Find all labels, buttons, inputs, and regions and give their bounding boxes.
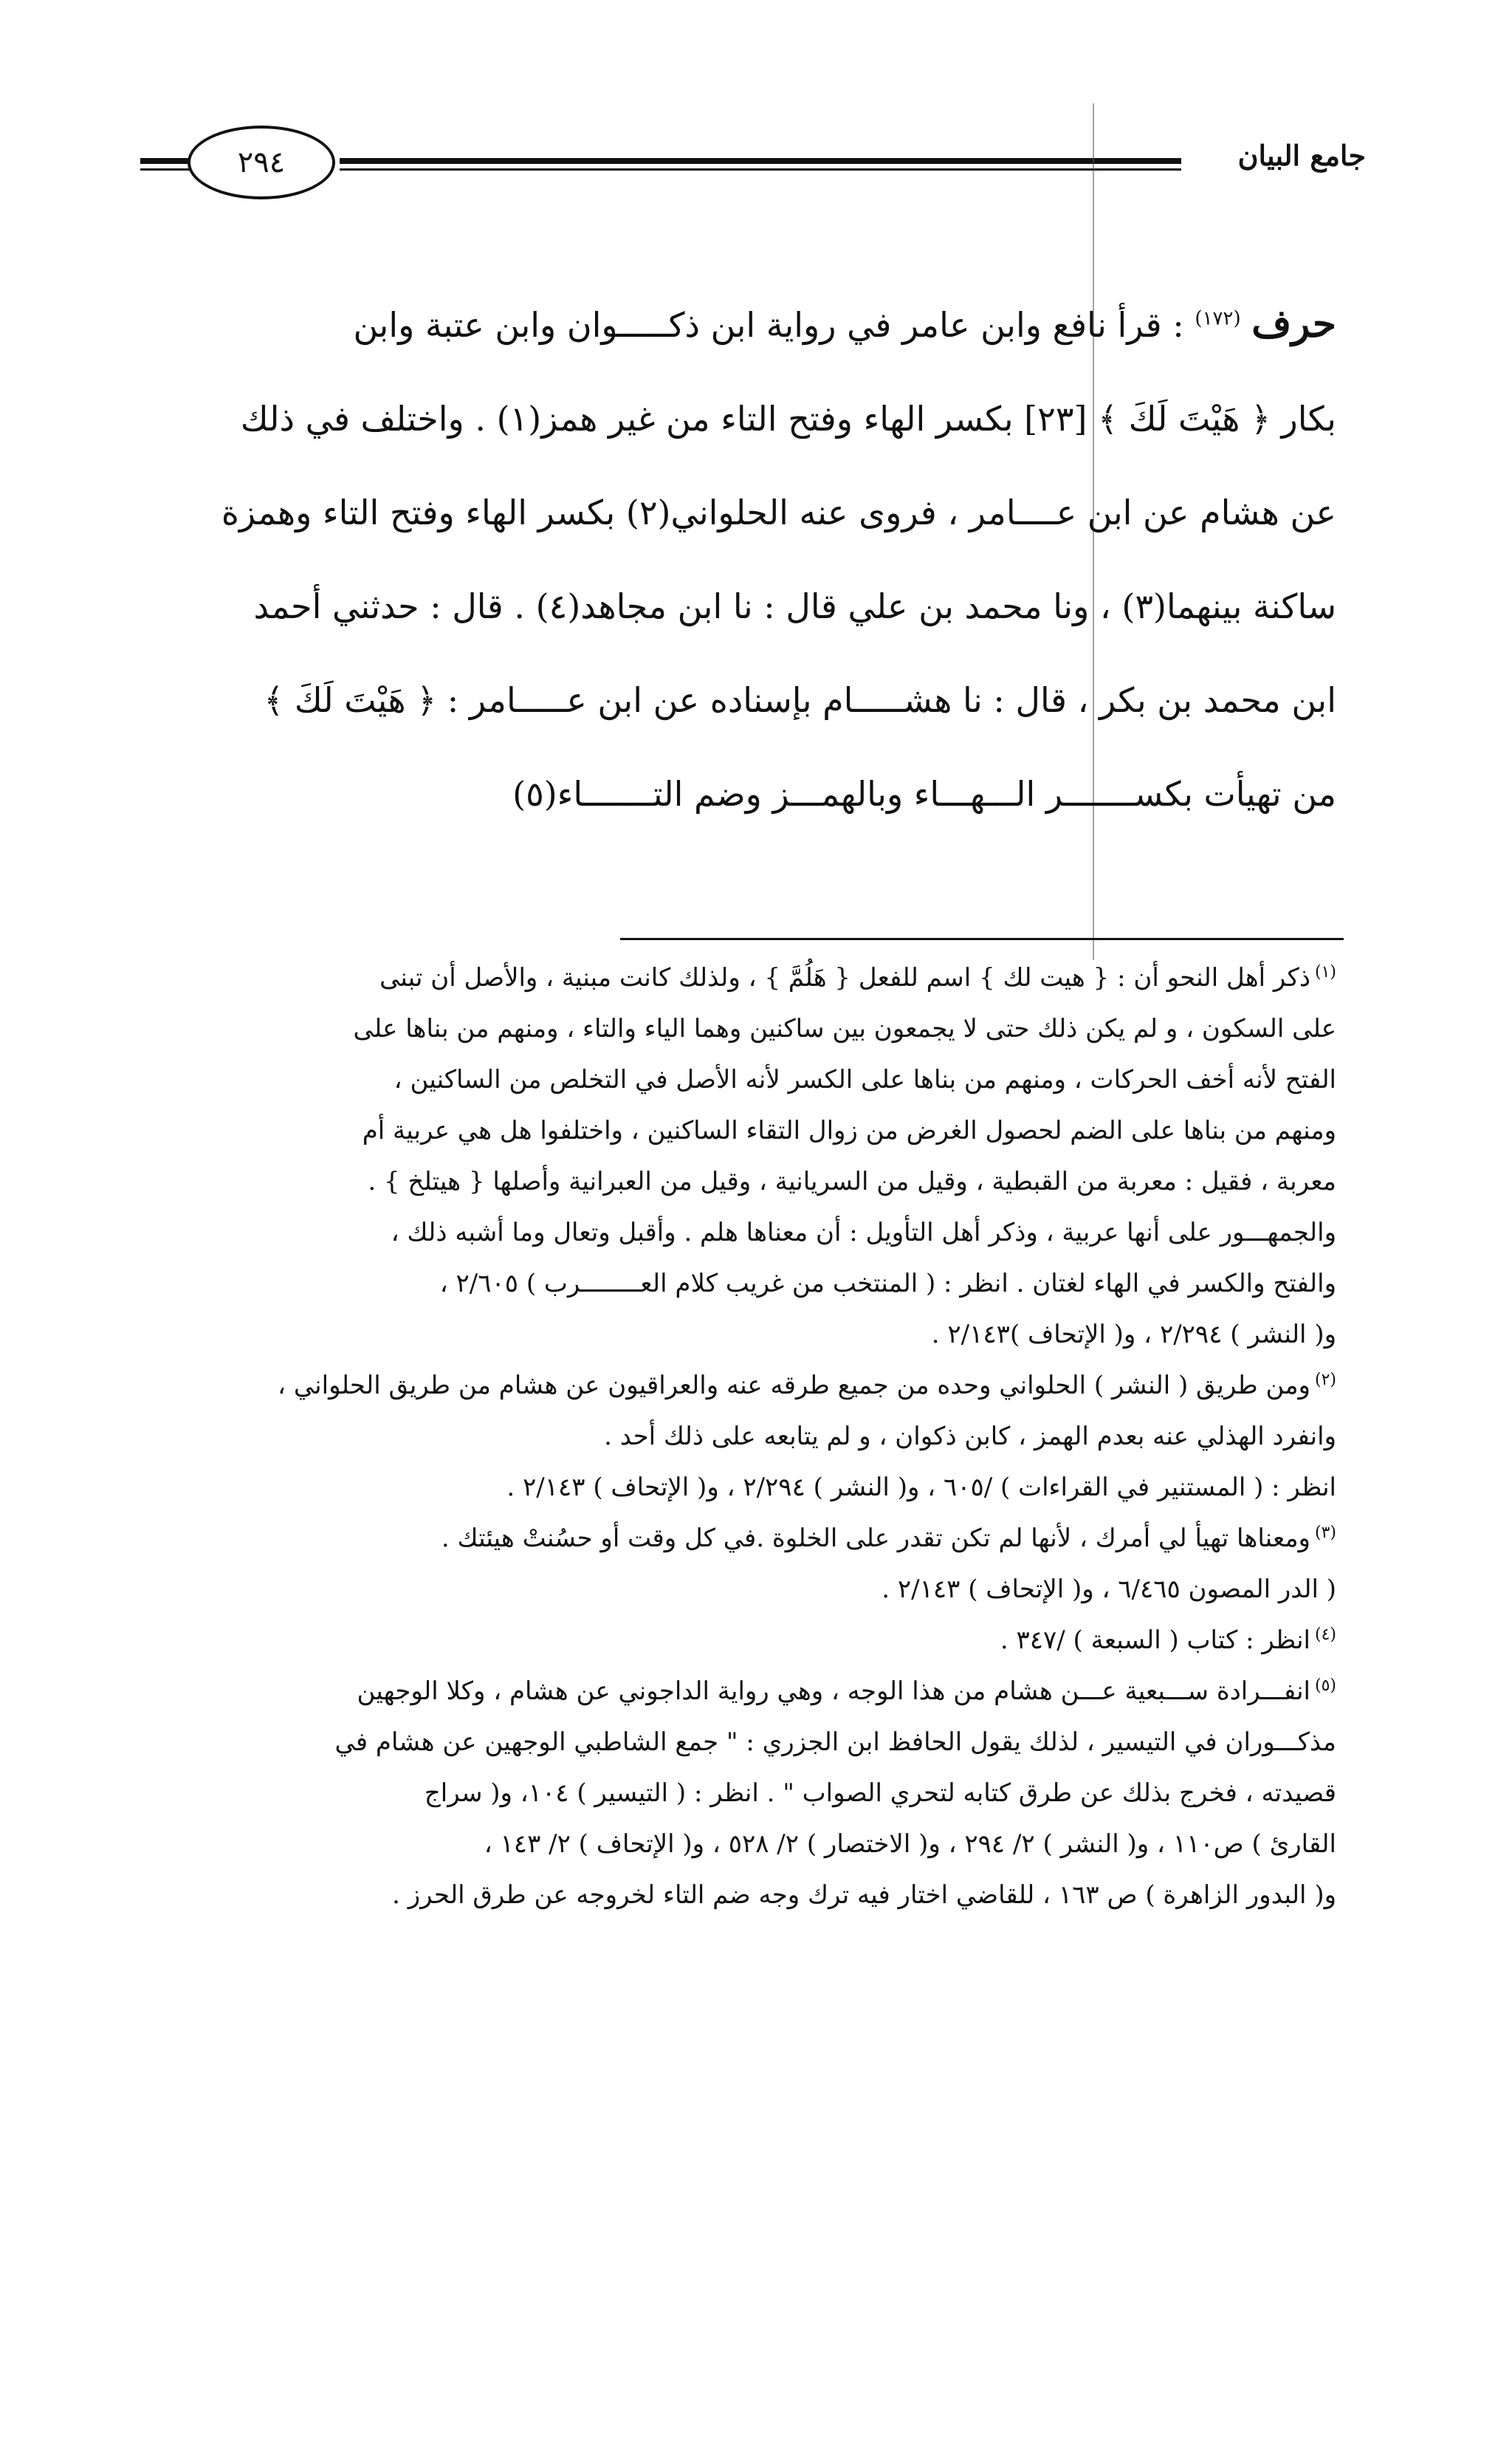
footnote-line	[166, 1615, 1336, 1666]
footnote-separator	[620, 938, 1344, 940]
main-line: من تهيأت بكســـــــر الـــهـــاء وبالهمـــز وضم التـــــــاء(٥)	[512, 774, 1336, 814]
header-rule	[140, 158, 192, 164]
footnote-line-text: انفـــرادة ســـبعية عـــن هشام من هذا الوجه ، وهي رواية الداجوني عن هشام ، وكلا الوجهين	[357, 1676, 1310, 1706]
footnote-mark: (١)	[1314, 962, 1336, 981]
book-title: جامع البيان	[1231, 139, 1366, 172]
footnote-line: والفتح والكسر في الهاء لغتان . انظر : ( المنتخب من غريب كلام العــــــــرب ) ٢/٦٠٥ ،	[439, 1269, 1336, 1298]
footnote-line: الفتح لأنه أخف الحركات ، ومنهم من بناها على الكسر لأنه الأصل في التخلص من الساكنين ،	[394, 1065, 1336, 1094]
page-header	[140, 126, 1366, 207]
footnote-line: ومنهم من بناها على الضم لحصول الغرض من زوال التقاء الساكنين ، واختلفوا هل هي عربية أم	[362, 1116, 1336, 1145]
footnotes	[166, 953, 1336, 1921]
footnote-line: وانفرد الهذلي عنه بعدم الهمز ، كابن ذكوان ، و لم يتابعه على ذلك أحد .	[604, 1422, 1336, 1451]
footnote-mark: (٤)	[1314, 1625, 1336, 1644]
huruf-label: حرف	[1251, 301, 1336, 346]
footnote-line	[166, 953, 1336, 1004]
main-line: عن هشام عن ابن عــــامر ، فروى عنه الحلواني(٢) بكسر الهاء وفتح التاء وهمزة	[221, 493, 1336, 532]
footnote-line: قصيدته ، فخرج بذلك عن طرق كتابه لتحري الصواب " . انظر : ( التيسير ) ١٠٤، و( سراج	[424, 1778, 1336, 1808]
footnote-line-text: انظر : كتاب ( السبعة ) /٣٤٧ .	[1000, 1625, 1310, 1655]
footnote-line	[166, 1666, 1336, 1717]
footnote-line	[166, 1513, 1336, 1564]
footnote-5	[166, 1666, 1336, 1921]
footnote-4	[166, 1615, 1336, 1666]
footnote-line: ( الدر المصون ٦/٤٦٥ ، و( الإتحاف ) ٢/١٤٣ .	[882, 1575, 1336, 1604]
main-line: ابن محمد بن بكر ، قال : نا هشـــــام بإسناده عن ابن عـــــامر : ﴿ هَيْتَ لَكَ ﴾	[264, 680, 1336, 720]
main-line-text: : قرأ نافع وابن عامر في رواية ابن ذكـــــوان وابن عتبة وابن	[353, 305, 1184, 345]
huruf-number: (١٧٢)	[1195, 307, 1241, 330]
page-number: ٢٩٤	[237, 145, 286, 179]
main-text	[166, 277, 1336, 841]
footnote-line: و( النشر ) ٢/٢٩٤ ، و( الإتحاف )٢/١٤٣ .	[931, 1320, 1336, 1349]
page-number-badge	[188, 126, 335, 199]
footnote-line-text: ومعناها تهيأ لي أمرك ، لأنها لم تكن تقدر على الخلوة .في كل وقت أو حسُنتْ هيئتك .	[441, 1524, 1310, 1553]
footnote-line-text: ذكر أهل النحو أن : { هيت لك } اسم للفعل { هَلُمَّ } ، ولذلك كانت مبنية ، والأصل أن تبنى	[379, 963, 1310, 993]
footnote-3	[166, 1513, 1336, 1615]
main-line	[166, 277, 1336, 372]
footnote-line-text: ومن طريق ( النشر ) الحلواني وحده من جميع طرقه عنه والعراقيون عن هشام من طريق الحلواني ،	[278, 1371, 1310, 1400]
footnote-mark: (٣)	[1314, 1523, 1336, 1542]
footnote-1	[166, 953, 1336, 1360]
footnote-line: مذكـــوران في التيسير ، لذلك يقول الحافظ ابن الجزري : " جمع الشاطبي الوجهين عن هشام في	[334, 1727, 1336, 1757]
footnote-line: القارئ ) ص١١٠ ، و( النشر ) ٢/ ٢٩٤ ، و( الاختصار ) ٢/ ٥٢٨ ، و( الإتحاف ) ٢/ ١٤٣ ،	[484, 1829, 1336, 1859]
header-rule-thin	[140, 168, 192, 171]
footnote-line: و( البدور الزاهرة ) ص ١٦٣ ، للقاضي اختار فيه ترك وجه ضم التاء لخروجه عن طرق الحرز .	[392, 1880, 1336, 1910]
footnote-2	[166, 1360, 1336, 1513]
main-line: بكار ﴿ هَيْتَ لَكَ ﴾ [٢٣] بكسر الهاء وفتح التاء من غير همز(١) . واختلف في ذلك	[240, 399, 1336, 439]
footnote-line: على السكون ، و لم يكن ذلك حتى لا يجمعون بين ساكنين وهما الياء والتاء ، ومنهم من بناها على	[353, 1014, 1336, 1044]
footnote-line	[166, 1360, 1336, 1411]
footnote-mark: (٥)	[1314, 1676, 1336, 1695]
footnote-line: والجمهـــور على أنها عربية ، وذكر أهل التأويل : أن معناها هلم . وأقبل وتعال وما أشبه ذلك ،	[391, 1218, 1336, 1247]
header-rule	[340, 158, 1181, 164]
header-rule-thin	[340, 168, 1181, 171]
footnote-line: معربة ، فقيل : معربة من القبطية ، وقيل من السريانية ، وقيل من العبرانية وأصلها { هيتلخ } .	[368, 1167, 1336, 1196]
main-line: ساكنة بينهما(٣) ، ونا محمد بن علي قال : نا ابن مجاهد(٤) . قال : حدثني أحمد	[253, 586, 1336, 626]
footnote-line: انظر : ( المستنير في القراءات ) /٦٠٥ ، و( النشر ) ٢/٢٩٤ ، و( الإتحاف ) ٢/١٤٣ .	[506, 1473, 1336, 1502]
footnote-mark: (٢)	[1314, 1370, 1336, 1389]
